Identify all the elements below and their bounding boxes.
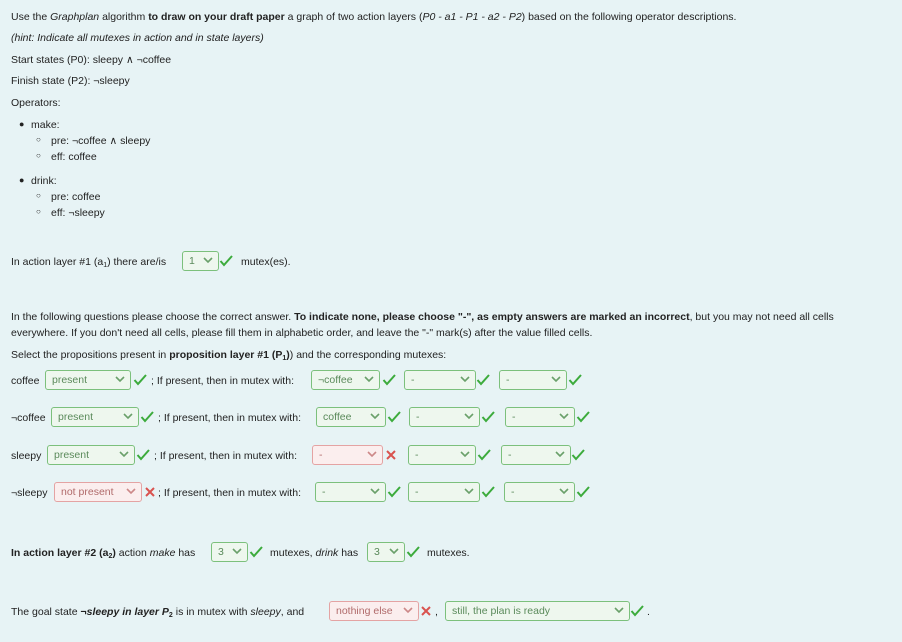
row-prop-label: sleepy (11, 450, 42, 462)
bullet-icon: ○ (36, 151, 41, 160)
comma: , (435, 606, 438, 618)
chevron-down-icon (370, 485, 380, 497)
q3-second-select[interactable]: still, the plan is ready (445, 601, 630, 621)
q2-drink-mutex-select[interactable]: 3 (367, 542, 405, 562)
operator-drink-eff: eff: ¬sleepy (51, 207, 105, 219)
check-icon (571, 448, 585, 462)
cross-icon (143, 485, 157, 499)
q3-first-select[interactable]: nothing else (329, 601, 419, 621)
chevron-down-icon (464, 410, 474, 422)
check-icon (477, 448, 491, 462)
chevron-down-icon (389, 545, 399, 557)
check-icon (136, 448, 150, 462)
mutex-select-2[interactable]: - (408, 482, 480, 502)
chevron-down-icon (126, 485, 136, 497)
cross-icon (384, 448, 398, 462)
bullet-icon: ○ (36, 135, 41, 144)
q1-tail: mutex(es). (241, 256, 291, 268)
check-icon (140, 410, 154, 424)
check-icon (568, 373, 582, 387)
hint-text: (hint: Indicate all mutexes in action and in state layers) (11, 32, 264, 44)
instructions-text: In the following questions please choose the correct answer. To indicate none, please choose "-", as empty answers are marked an incorrect, but you may not need all cells everywhere. If you don't need all cells, please fill them in alphabetic order, and leave the "-" mark(s) after the value filled cells. (11, 311, 834, 339)
chevron-down-icon (464, 485, 474, 497)
check-icon (476, 373, 490, 387)
mutex-select-1[interactable]: - (312, 445, 383, 465)
chevron-down-icon (460, 448, 470, 460)
chevron-down-icon (232, 545, 242, 557)
mutex-select-2[interactable]: - (404, 370, 476, 390)
mutex-select-1[interactable]: - (315, 482, 386, 502)
check-icon (406, 545, 420, 559)
check-icon (387, 485, 401, 499)
operator-drink-name: drink: (31, 175, 57, 187)
chevron-down-icon (403, 604, 413, 616)
mutex-label: ; If present, then in mutex with: (151, 375, 294, 387)
bullet-icon: ● (19, 175, 25, 185)
mutex-label: ; If present, then in mutex with: (154, 450, 297, 462)
mutex-select-3[interactable]: - (499, 370, 567, 390)
mutex-label: ; If present, then in mutex with: (158, 412, 301, 424)
chevron-down-icon (559, 485, 569, 497)
chevron-down-icon (460, 373, 470, 385)
intro-text: Use the Graphplan algorithm to draw on your draft paper a graph of two action layers (P0 - a1 - P1 - a2 - P2) based on the following operator descriptions. (11, 11, 737, 23)
mutex-label: ; If present, then in mutex with: (158, 487, 301, 499)
check-icon (481, 485, 495, 499)
chevron-down-icon (123, 410, 133, 422)
check-icon (387, 410, 401, 424)
q3-text: The goal state ¬sleepy in layer $P_2$ is in mutex with sleepy, and (11, 606, 305, 619)
operator-make-pre: pre: ¬coffee ∧ sleepy (51, 135, 151, 147)
check-icon (576, 410, 590, 424)
chevron-down-icon (370, 410, 380, 422)
operator-make-eff: eff: coffee (51, 151, 97, 163)
finish-state: Finish state (P2): ¬sleepy (11, 75, 130, 87)
cross-icon (419, 604, 433, 618)
q2-text: In action layer #2 $(a_2)$ action make has (11, 547, 196, 560)
row-status-select[interactable]: present (45, 370, 131, 390)
bullet-icon: ○ (36, 207, 41, 216)
mutex-select-3[interactable]: - (504, 482, 575, 502)
check-icon (630, 604, 644, 618)
q2-tail: mutexes. (427, 547, 470, 559)
check-icon (481, 410, 495, 424)
check-icon (133, 373, 147, 387)
q2-make-mutex-select[interactable]: 3 (211, 542, 248, 562)
chevron-down-icon (115, 373, 125, 385)
q2-mid-text: mutexes, drink has (270, 547, 359, 559)
chevron-down-icon (559, 410, 569, 422)
chevron-down-icon (364, 373, 374, 385)
mutex-select-1[interactable]: ¬coffee (311, 370, 380, 390)
row-status-select[interactable]: not present (54, 482, 142, 502)
check-icon (249, 545, 263, 559)
operators-label: Operators: (11, 97, 61, 109)
check-icon (382, 373, 396, 387)
q1-text: In action layer #1 $(a_1)$ there are/is (11, 256, 167, 269)
operator-drink-pre: pre: coffee (51, 191, 101, 203)
select-line: Select the propositions present in proposition layer #1 $(P_1)$) and the corresponding mutexes: (11, 349, 447, 362)
chevron-down-icon (551, 373, 561, 385)
bullet-icon: ● (19, 119, 25, 129)
chevron-down-icon (119, 448, 129, 460)
q3-end: . (647, 606, 650, 618)
chevron-down-icon (614, 604, 624, 616)
mutex-select-3[interactable]: - (505, 407, 575, 427)
mutex-select-3[interactable]: - (501, 445, 571, 465)
mutex-select-2[interactable]: - (409, 407, 480, 427)
chevron-down-icon (367, 448, 377, 460)
row-status-select[interactable]: present (51, 407, 139, 427)
check-icon (576, 485, 590, 499)
row-prop-label: coffee (11, 375, 40, 387)
q1-mutex-count-select[interactable]: 1 (182, 251, 219, 271)
mutex-select-2[interactable]: - (408, 445, 476, 465)
row-status-select[interactable]: present (47, 445, 135, 465)
mutex-select-1[interactable]: coffee (316, 407, 386, 427)
row-prop-label: ¬sleepy (11, 487, 48, 499)
check-icon (219, 254, 233, 268)
row-prop-label: ¬coffee (11, 412, 46, 424)
chevron-down-icon (555, 448, 565, 460)
start-states: Start states (P0): sleepy ∧ ¬coffee (11, 54, 172, 66)
operator-make-name: make: (31, 119, 60, 131)
chevron-down-icon (203, 254, 213, 266)
bullet-icon: ○ (36, 191, 41, 200)
